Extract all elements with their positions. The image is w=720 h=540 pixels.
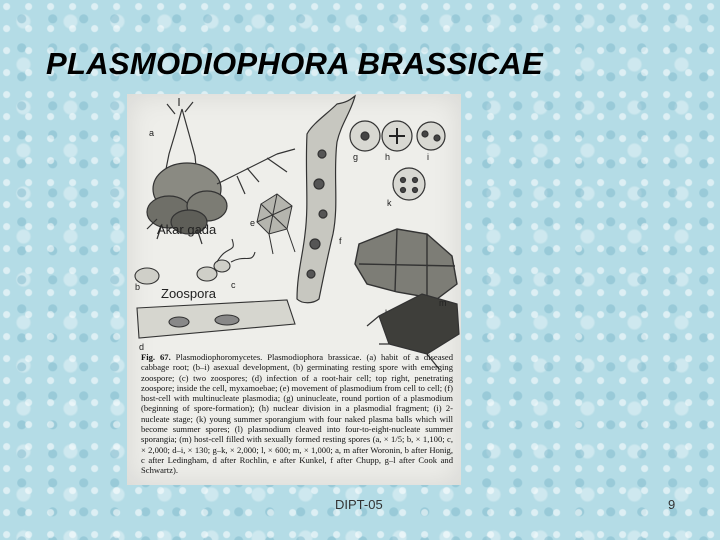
fig-letter-e: e [250, 218, 256, 228]
host-cell-strand [297, 96, 355, 303]
fig-letter-m: m [439, 298, 447, 308]
footer-center-text: DIPT-05 [335, 497, 383, 512]
caption-figure-number: Fig. 67. [141, 352, 171, 362]
figure-caption [141, 352, 453, 476]
zoospore-label: Zoospora [161, 286, 216, 301]
slide-title: PLASMODIOPHORA BRASSICAE [46, 46, 543, 81]
root-hair-cell [137, 300, 295, 338]
page-number: 9 [668, 497, 676, 512]
fig-letter-b: b [135, 282, 141, 292]
zoospore-drawings [135, 239, 255, 284]
sporangium-cluster [355, 229, 457, 299]
fig-letter-k: k [387, 198, 392, 208]
fig-letter-a: a [149, 128, 155, 138]
fig-letter-c: c [231, 280, 236, 290]
fig-letter-h: h [385, 152, 391, 162]
fig-letter-d: d [139, 342, 145, 352]
root-label: Akar gada [157, 222, 217, 237]
fig-letter-f: f [339, 236, 342, 246]
caption-text: Plasmodiophoromycetes. Plasmodiophora brassicae. (a) habit of a diseased cabbage root; (b–i) asexual development, (b) germinating resting spore with emerging zoospore; (c) two zoospores; (d) infection of a root-hair cell; top right, penetrating zoospore; inside the cell, myxamoebae; (e) movement of plasmodium from cell to cell; (f) host-cell with multinucleate plasmodia; (g) uninucleate, round portion of a plasmodium (beginning of spore-formation); (h) nuclear division in a plasmodial fragment; (i) 2-nucleate stage; (k) young summer sporangium with four naked plasma balls which will become summer spores; (l) plasmodium cleaved into four-to-eight-nucleate summer sporangia; (m) host-cell filled with sexually formed resting spores (a, × 1/5; b, × 1,100; c, × 2,000; d–i, × 130; g–k, × 2,000; l, × 600; m, × 1,000; a, m after Woronin, b after Honig, c after Ledingham, d after Rochlin, e after Kunkel, f after Chupp, g–l after Cook and Schwartz). [141, 352, 453, 476]
plasmodium-network [257, 194, 295, 254]
botanical-figure [127, 94, 461, 485]
fig-letter-g: g [353, 152, 359, 162]
fig-letter-i: i [427, 152, 429, 162]
spore-cells [350, 121, 445, 200]
